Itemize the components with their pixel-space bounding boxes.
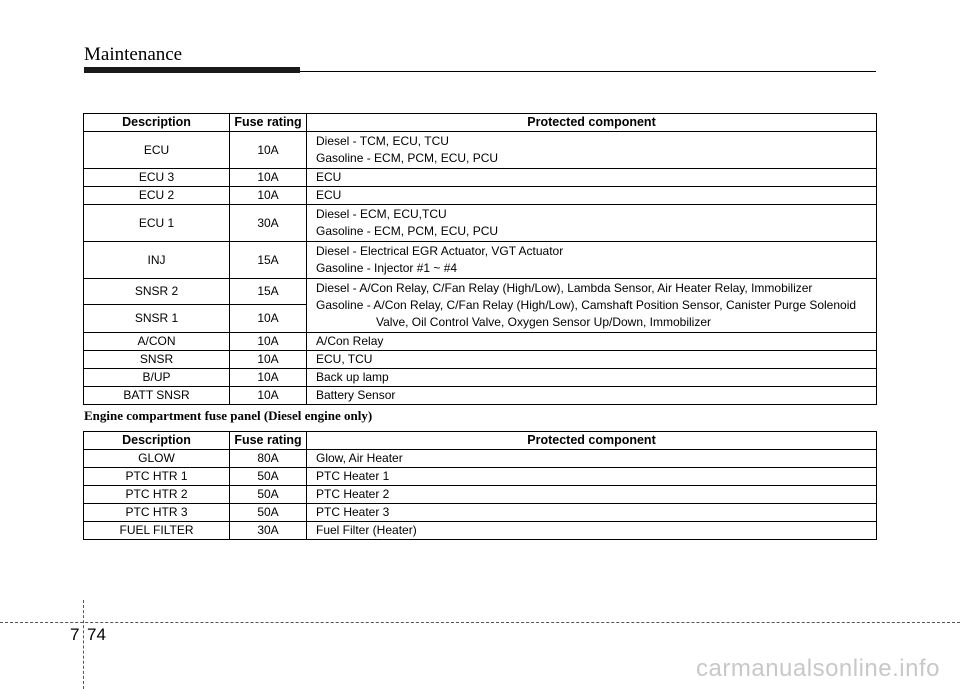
footer-divider xyxy=(83,600,84,689)
fuse-rating: 30A xyxy=(230,522,307,540)
fuse-rating: 10A xyxy=(230,187,307,205)
table-row xyxy=(84,132,877,169)
component-line: Diesel - Electrical EGR Actuator, VGT Actuator xyxy=(316,244,564,258)
fuse-description: INJ xyxy=(84,242,230,279)
watermark: carmanualsonline.info xyxy=(696,655,940,682)
protected-component: PTC Heater 1 xyxy=(307,468,877,486)
fuse-description: B/UP xyxy=(84,369,230,387)
table-row xyxy=(84,351,877,369)
fuse-rating: 10A xyxy=(230,351,307,369)
table-row xyxy=(84,522,877,540)
header-bar xyxy=(84,67,300,73)
fuse-description: ECU 2 xyxy=(84,187,230,205)
table-row xyxy=(84,333,877,351)
fuse-rating: 50A xyxy=(230,504,307,522)
protected-component: Fuel Filter (Heater) xyxy=(307,522,877,540)
protected-component: ECU xyxy=(307,169,877,187)
component-line: Gasoline - ECM, PCM, ECU, PCU xyxy=(316,224,499,238)
fuse-rating: 15A xyxy=(230,242,307,279)
table-row xyxy=(84,504,877,522)
table-row xyxy=(84,468,877,486)
fuse-description: A/CON xyxy=(84,333,230,351)
fuse-rating: 50A xyxy=(230,486,307,504)
fuse-rating: 10A xyxy=(230,304,307,332)
page-header-title: Maintenance xyxy=(84,44,183,65)
fuse-rating: 30A xyxy=(230,205,307,242)
header-rule xyxy=(300,71,876,72)
fuse-rating: 50A xyxy=(230,468,307,486)
fuse-description: BATT SNSR xyxy=(84,387,230,405)
table-row xyxy=(84,205,877,242)
protected-component: PTC Heater 3 xyxy=(307,504,877,522)
table-row xyxy=(84,486,877,504)
fuse-rating: 10A xyxy=(230,369,307,387)
fuse-description: SNSR 1 xyxy=(84,304,230,332)
fuse-rating: 15A xyxy=(230,279,307,305)
table-row xyxy=(84,369,877,387)
fuse-description: SNSR 2 xyxy=(84,279,230,305)
table-header-row xyxy=(84,114,877,132)
component-line: Diesel - A/Con Relay, C/Fan Relay (High/Low), Lambda Sensor, Air Heater Relay, Immobilizer xyxy=(316,281,813,295)
fuse-description: ECU 3 xyxy=(84,169,230,187)
protected-component: ECU, TCU xyxy=(307,351,877,369)
table-row xyxy=(84,279,877,305)
fuse-rating: 10A xyxy=(230,333,307,351)
protected-component: Battery Sensor xyxy=(307,387,877,405)
fuse-description: ECU 1 xyxy=(84,205,230,242)
table-row xyxy=(84,450,877,468)
footer-rule xyxy=(0,622,960,623)
table-row xyxy=(84,187,877,205)
fuse-rating: 10A xyxy=(230,387,307,405)
fuse-description: FUEL FILTER xyxy=(84,522,230,540)
protected-component: A/Con Relay xyxy=(307,333,877,351)
header-protected-component: Protected component xyxy=(307,114,877,132)
header-description: Description xyxy=(84,114,230,132)
fuse-table-engine-diesel xyxy=(83,431,877,540)
component-line: Gasoline - Injector #1 ~ #4 xyxy=(316,261,458,275)
component-line: Diesel - ECM, ECU,TCU xyxy=(316,207,447,221)
table-row xyxy=(84,242,877,279)
component-line: Diesel - TCM, ECU, TCU xyxy=(316,134,449,148)
component-line: Gasoline - A/Con Relay, C/Fan Relay (High/Low), Camshaft Position Sensor, Canister Purge Solenoid xyxy=(316,298,857,312)
header-protected-component: Protected component xyxy=(307,432,877,450)
fuse-description: PTC HTR 2 xyxy=(84,486,230,504)
protected-component xyxy=(307,132,877,169)
protected-component xyxy=(307,279,877,333)
header-description: Description xyxy=(84,432,230,450)
protected-component: Back up lamp xyxy=(307,369,877,387)
fuse-rating: 80A xyxy=(230,450,307,468)
header-fuse-rating: Fuse rating xyxy=(230,114,307,132)
protected-component: ECU xyxy=(307,187,877,205)
section-title: Engine compartment fuse panel (Diesel engine only) xyxy=(84,408,373,423)
protected-component: PTC Heater 2 xyxy=(307,486,877,504)
fuse-description: ECU xyxy=(84,132,230,169)
component-line: Gasoline - ECM, PCM, ECU, PCU xyxy=(316,151,499,165)
fuse-description: PTC HTR 3 xyxy=(84,504,230,522)
protected-component: Glow, Air Heater xyxy=(307,450,877,468)
fuse-rating: 10A xyxy=(230,169,307,187)
fuse-table-passenger xyxy=(83,113,877,405)
table-header-row xyxy=(84,432,877,450)
table-row xyxy=(84,387,877,405)
chapter-number: 7 xyxy=(70,625,80,644)
fuse-rating: 10A xyxy=(230,132,307,169)
page-number: 74 xyxy=(87,625,106,644)
table-row xyxy=(84,169,877,187)
protected-component xyxy=(307,242,877,279)
component-line: Valve, Oil Control Valve, Oxygen Sensor Up/Down, Immobilizer xyxy=(376,315,712,329)
protected-component xyxy=(307,205,877,242)
fuse-description: GLOW xyxy=(84,450,230,468)
fuse-description: PTC HTR 1 xyxy=(84,468,230,486)
fuse-description: SNSR xyxy=(84,351,230,369)
header-fuse-rating: Fuse rating xyxy=(230,432,307,450)
